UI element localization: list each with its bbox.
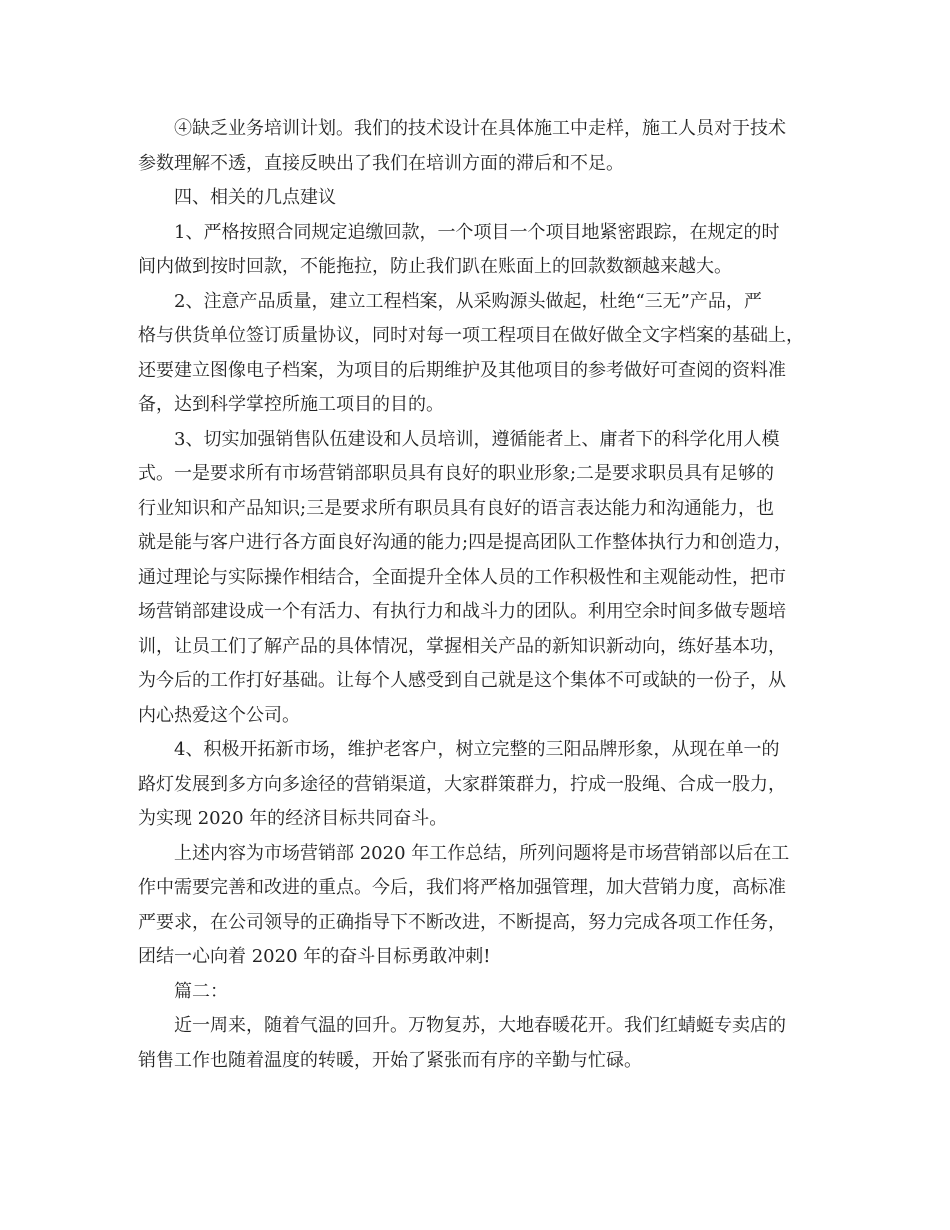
text-line: 四、相关的几点建议 (174, 187, 336, 208)
paragraph-part-two-intro (138, 1009, 818, 1078)
paragraph-suggestion-3 (138, 423, 818, 734)
text-line: 作中需要完善和改进的重点。今后，我们将严格加强管理，加大营销力度，高标准 (138, 877, 786, 898)
text-line: 销售工作也随着温度的转暖，开始了紧张而有序的辛勤与忙碌。 (138, 1049, 642, 1071)
text-line: 2、注意产品质量，建立工程档案，从采购源头做起，杜绝“三无”产品，严 (174, 290, 762, 312)
text-line: 篇二： (174, 980, 228, 1002)
text-line: 就是能与客户进行各方面良好沟通的能力;四是提高团队工作整体执行力和创造力， (138, 532, 793, 553)
text-line: 训，让员工们了解产品的具体情况，掌握相关产品的新知识新动向，练好基本功， (138, 635, 786, 657)
text-line: 上述内容为市场营销部 2020 年工作总结，所列问题将是市场营销部以后在工 (174, 842, 790, 864)
paragraph-suggestion-1 (138, 216, 818, 285)
text-line: 内心热爱这个公司。 (138, 704, 300, 726)
text-line: 备，达到科学掌控所施工项目的目的。 (138, 394, 444, 415)
text-line: 格与供货单位签订质量协议，同时对每一项工程项目在做好做全文字档案的基础上， (138, 325, 804, 346)
section-heading-part-two (138, 975, 818, 1010)
text-line: 通过理论与实际操作相结合，全面提升全体人员的工作积极性和主观能动性，把市 (138, 566, 786, 588)
paragraph-lack-training-plan (138, 112, 818, 181)
text-line: 团结一心向着 2020 年的奋斗目标勇敢冲刺! (138, 946, 491, 967)
paragraph-summary (138, 837, 818, 975)
document-body (138, 112, 818, 1078)
text-line: 路灯发展到多方向多途径的营销渠道，大家群策群力，拧成一股绳、合成一股力， (138, 773, 786, 795)
text-line: 间内做到按时回款，不能拖拉，防止我们趴在账面上的回款数额越来越大。 (138, 256, 732, 277)
text-line: 1、严格按照合同规定追缴回款，一个项目一个项目地紧密跟踪，在规定的时 (174, 221, 780, 243)
text-line: 式。一是要求所有市场营销部职员具有良好的职业形象;二是要求职员具有足够的 (138, 463, 775, 484)
paragraph-suggestion-4 (138, 733, 818, 837)
text-line: 行业知识和产品知识;三是要求所有职员具有良好的语言表达能力和沟通能力，也 (138, 497, 775, 519)
text-line: 参数理解不透，直接反映出了我们在培训方面的滞后和不足。 (138, 152, 624, 174)
text-line: 场营销部建设成一个有活力、有执行力和战斗力的团队。利用空余时间多做专题培 (138, 601, 786, 622)
text-line: 为实现 2020 年的经济目标共同奋斗。 (138, 808, 448, 829)
text-line: 近一周来，随着气温的回升。万物复苏，大地春暖花开。我们红蜻蜓专卖店的 (174, 1015, 786, 1036)
text-line: ④缺乏业务培训计划。我们的技术设计在具体施工中走样，施工人员对于技术 (174, 118, 786, 139)
paragraph-suggestion-2 (138, 285, 818, 423)
section-heading-suggestions (138, 181, 818, 216)
text-line: 为今后的工作打好基础。让每个人感受到自己就是这个集体不可或缺的一份子，从 (138, 670, 786, 691)
text-line: 还要建立图像电子档案，为项目的后期维护及其他项目的参考做好可查阅的资料准 (138, 359, 786, 381)
text-line: 4、积极开拓新市场，维护老客户，树立完整的三阳品牌形象，从现在单一的 (174, 739, 780, 760)
text-line: 3、切实加强销售队伍建设和人员培训，遵循能者上、庸者下的科学化用人模 (174, 428, 780, 450)
text-line: 严要求，在公司领导的正确指导下不断改进，不断提高，努力完成各项工作任务， (138, 911, 786, 933)
